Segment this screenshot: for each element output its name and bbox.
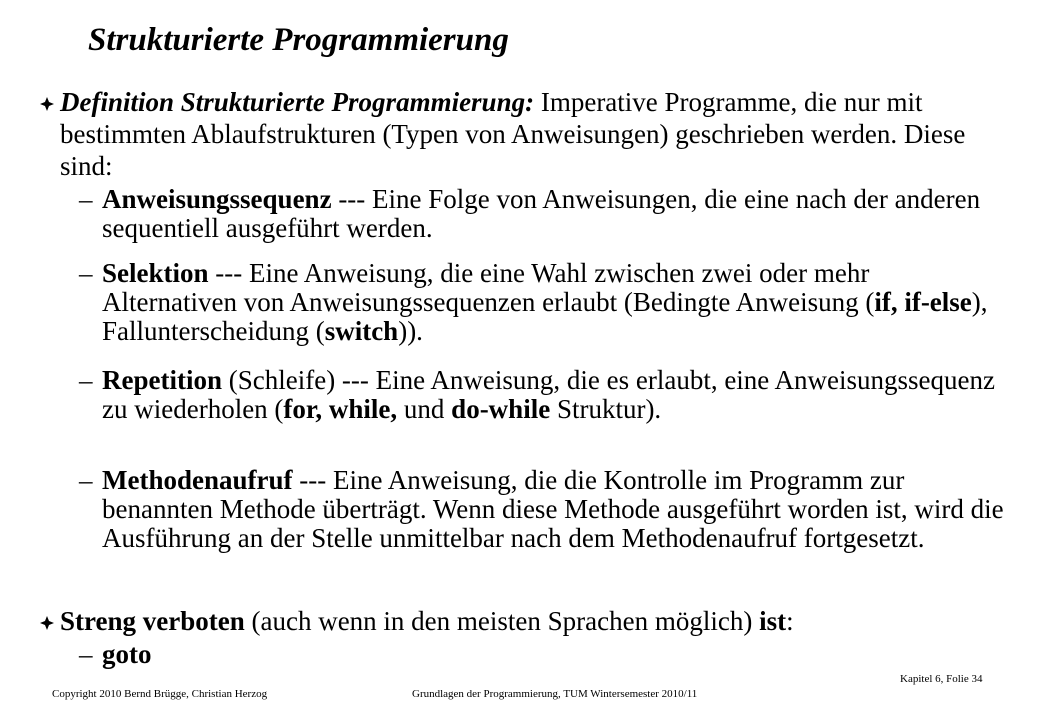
dash-marker: – xyxy=(79,365,93,395)
desc-repetition-c: Struktur). xyxy=(550,394,662,424)
desc-repetition-b: und xyxy=(397,394,452,424)
definition-term: Definition Strukturierte Programmierung: xyxy=(60,87,535,117)
list-item-methodenaufruf xyxy=(79,466,1007,553)
desc-selektion-c: )). xyxy=(398,316,423,346)
footer-copyright: Copyright 2010 Bernd Brügge, Christian Herzog xyxy=(52,688,268,700)
list-item-anweisungssequenz xyxy=(79,185,1007,243)
term-methodenaufruf: Methodenaufruf xyxy=(102,465,293,495)
list-item-repetition xyxy=(79,366,1007,424)
streng-text xyxy=(60,605,1000,637)
desc-selektion-a: --- Eine Anweisung, die eine Wahl zwischen zwei oder mehr Alternativen von Anweisungssequenzen erlaubt (Bedingte Anweisung ( xyxy=(102,258,875,317)
definition-bullet xyxy=(60,86,1000,182)
streng-verboten-bullet xyxy=(60,605,1000,637)
footer-slide-ref: Kapitel 6, Folie 34 xyxy=(900,673,983,685)
dash-marker: – xyxy=(79,184,93,214)
term-ist: ist xyxy=(759,606,787,636)
keyword-for-while: for, while, xyxy=(283,394,398,424)
streng-colon: : xyxy=(786,606,794,636)
diamond-bullet-icon xyxy=(40,97,54,111)
desc-repetition-a: (Schleife) --- Eine Anweisung, die es erlaubt, eine Anweisungssequenz zu wiederholen ( xyxy=(102,365,996,424)
term-goto: goto xyxy=(102,639,152,669)
keyword-if-else: if, if-else xyxy=(874,287,972,317)
definition-text xyxy=(60,86,1000,182)
keyword-do-while: do-while xyxy=(451,394,551,424)
desc-anweisungssequenz: --- Eine Folge von Anweisungen, die eine nach der anderen sequentiell ausgeführt werden. xyxy=(102,184,981,243)
term-anweisungssequenz: Anweisungssequenz xyxy=(102,184,332,214)
keyword-switch: switch xyxy=(324,316,399,346)
term-selektion: Selektion xyxy=(102,258,209,288)
term-streng-verboten: Streng verboten xyxy=(60,606,245,636)
diamond-bullet-icon xyxy=(40,616,54,630)
dash-marker: – xyxy=(79,258,93,288)
dash-marker: – xyxy=(79,465,93,495)
list-item-selektion xyxy=(79,259,1007,346)
desc-selektion-b: ), Fallunterscheidung ( xyxy=(102,287,988,346)
desc-methodenaufruf: --- Eine Anweisung, die die Kontrolle im Programm zur benannten Methode überträgt. Wenn diese Methode ausgeführt worden ist, wird die Ausführung an der Stelle unmittelbar nach dem Methodenaufruf fortgesetzt. xyxy=(102,465,1004,553)
slide-title: Strukturierte Programmierung xyxy=(88,22,509,58)
dash-marker: – xyxy=(79,639,93,669)
term-repetition: Repetition xyxy=(102,365,222,395)
definition-body: Imperative Programme, die nur mit bestimmten Ablaufstrukturen (Typen von Anweisungen) geschrieben werden. Diese sind: xyxy=(60,87,966,181)
footer-course: Grundlagen der Programmierung, TUM Wintersemester 2010/11 xyxy=(412,688,698,700)
streng-body: (auch wenn in den meisten Sprachen möglich) xyxy=(244,606,760,636)
list-item-goto xyxy=(79,640,1007,669)
